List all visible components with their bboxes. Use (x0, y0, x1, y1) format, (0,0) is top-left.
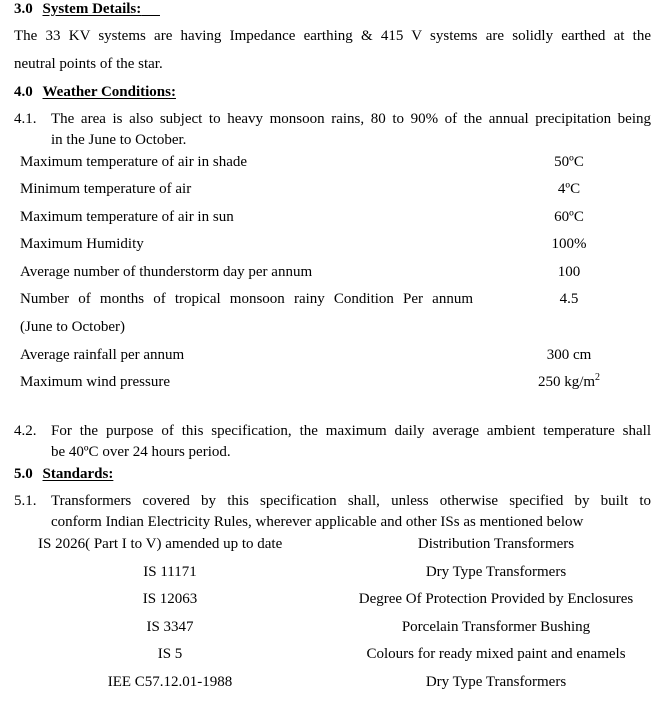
para-5-1-line1: Transformers covered by this specification shall, unless otherwise specified by built to (51, 493, 651, 509)
condition-value: 100 (557, 264, 581, 280)
para-4-2-number: 4.2. (14, 423, 37, 439)
section-5-heading (14, 465, 113, 483)
standard-title: Distribution Transformers (417, 536, 575, 552)
section-3-text-line1: The 33 KV systems are having Impedance earthing & 415 V systems are solidly earthed at the (14, 28, 651, 44)
condition-label: Minimum temperature of air (20, 181, 192, 197)
condition-value: 4ºC (557, 181, 581, 197)
standard-title: Dry Type Transformers (425, 564, 567, 580)
section-3-heading (14, 0, 160, 18)
condition-value: 4.5 (559, 291, 579, 307)
para-4-1-number: 4.1. (14, 111, 37, 127)
standard-code: IS 2026( Part I to V) amended up to date (38, 536, 283, 552)
section-4-heading (14, 83, 176, 101)
condition-value: 50ºC (554, 154, 584, 170)
standard-code: IS 12063 (142, 591, 198, 607)
condition-value: 60ºC (554, 209, 584, 225)
section-3-text-line2: neutral points of the star. (14, 56, 163, 72)
section-4-title: Weather Conditions: (42, 84, 176, 100)
section-4-number: 4.0 (14, 84, 33, 100)
standard-code: IS 11171 (143, 564, 197, 580)
section-5-number: 5.0 (14, 466, 33, 482)
condition-label: Average number of thunderstorm day per annum (20, 264, 313, 280)
condition-label: Maximum temperature of air in shade (20, 154, 248, 170)
condition-value: 300 cm (546, 347, 592, 363)
standard-title: Colours for ready mixed paint and enamels (366, 646, 626, 662)
standard-title: Degree Of Protection Provided by Enclosures (358, 591, 634, 607)
para-4-1-line2: in the June to October. (51, 132, 187, 148)
condition-label: Average rainfall per annum (20, 347, 185, 363)
condition-label: Number of months of tropical monsoon rainy Condition Per annum (20, 291, 473, 307)
para-4-2-line2: be 40ºC over 24 hours period. (51, 444, 231, 460)
standard-title: Porcelain Transformer Bushing (401, 619, 591, 635)
condition-value: 100% (551, 236, 587, 252)
condition-value: 250 $kg/m^2$ (537, 372, 601, 390)
standard-code: IS 5 (157, 646, 183, 662)
condition-label: Maximum wind pressure (20, 374, 170, 390)
section-5-title: Standards: (42, 466, 114, 482)
section-3-title: System Details: (42, 1, 142, 17)
condition-label: Maximum temperature of air in sun (20, 209, 234, 225)
para-4-1-line1: The area is also subject to heavy monsoon rains, 80 to 90% of the annual precipitation being (51, 111, 651, 127)
para-4-2-line1: For the purpose of this specification, the maximum daily average ambient temperature shall (51, 423, 651, 439)
condition-label: Maximum Humidity (20, 236, 144, 252)
section-3-number: 3.0 (14, 1, 33, 17)
condition-label: (June to October) (20, 319, 125, 335)
standard-code: IEE C57.12.01-1988 (107, 674, 233, 690)
para-5-1-line2: conform Indian Electricity Rules, wherever applicable and other ISs as mentioned below (51, 514, 584, 530)
standard-code: IS 3347 (146, 619, 194, 635)
standard-title: Dry Type Transformers (425, 674, 567, 690)
para-5-1-number: 5.1. (14, 493, 37, 509)
